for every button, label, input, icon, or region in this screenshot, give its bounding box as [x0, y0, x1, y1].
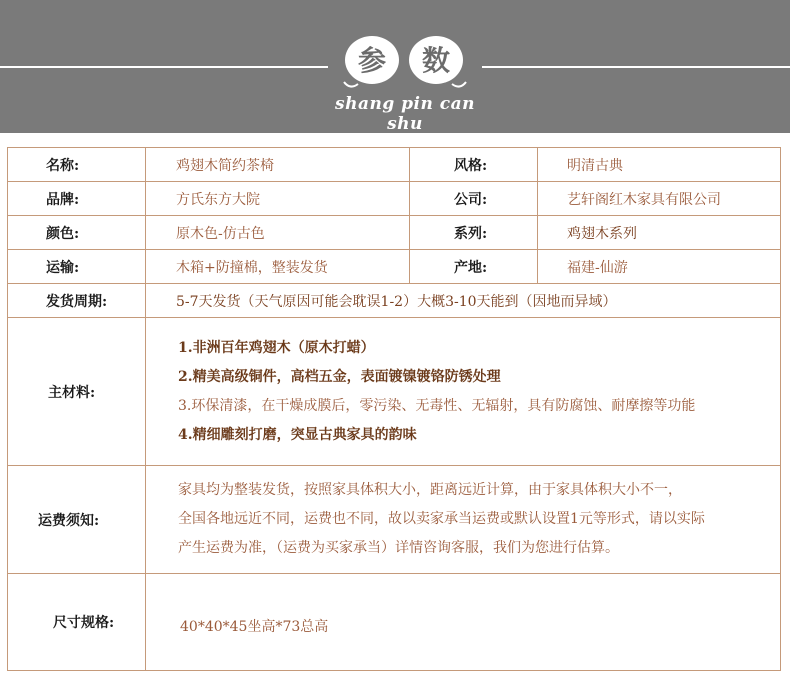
spec-table [7, 147, 781, 671]
material-list [178, 318, 695, 465]
company-label: 公司: [454, 191, 488, 208]
name-label: 名称: [46, 157, 80, 174]
logo-char-1: 参 [357, 44, 387, 77]
shipping-label: 运输: [46, 259, 80, 276]
list-item: 4.精细雕刻打磨，突显古典家具的韵味 [178, 426, 417, 443]
table-row [8, 466, 780, 574]
logo-emblem [330, 22, 480, 102]
cycle-value: 5-7天发货（天气原因可能会耽误1-2）大概3-10天能到（因地而异域） [176, 293, 617, 310]
size-label: 尺寸规格: [53, 615, 115, 631]
table-row [8, 574, 780, 670]
origin-label: 产地: [454, 259, 488, 276]
freight-notice [178, 466, 705, 573]
freight-label: 运费须知: [38, 512, 100, 529]
company-value: 艺轩阁红木家具有限公司 [567, 191, 721, 208]
table-row [8, 318, 780, 466]
table-row [8, 216, 780, 250]
banner-divider-left [0, 66, 328, 68]
list-item: 1.非洲百年鸡翅木（原木打蜡） [178, 339, 375, 356]
table-row [8, 182, 780, 216]
banner-divider-right [482, 66, 790, 68]
brand-label: 品牌: [46, 191, 80, 208]
shipping-value: 木箱+防撞棉，整装发货 [176, 259, 328, 276]
table-row [8, 250, 780, 284]
origin-value: 福建-仙游 [567, 259, 628, 276]
series-label: 系列: [454, 225, 488, 242]
color-value: 原木色-仿古色 [176, 225, 265, 242]
logo-text: shang pin can shu [335, 94, 475, 134]
style-value: 明清古典 [567, 157, 623, 174]
color-label: 颜色: [46, 225, 80, 242]
size-value: 40*40*45坐高*73总高 [180, 619, 329, 635]
freight-line: 产生运费为准，（运费为买家承当）详情咨询客服，我们为您进行估算。 [178, 540, 619, 556]
style-label: 风格: [454, 157, 488, 174]
material-label: 主材料: [48, 384, 96, 401]
freight-line: 家具均为整装发货，按照家具体积大小，距离远近计算，由于家具体积大小不一， [178, 482, 682, 498]
cycle-label: 发货周期: [46, 293, 108, 310]
name-value: 鸡翅木简约茶椅 [176, 157, 274, 174]
header-banner [0, 0, 790, 133]
table-row [8, 284, 780, 318]
logo-char-2: 数 [421, 44, 451, 77]
list-item: 2.精美高级铜件，高档五金，表面镀镍镀铬防锈处理 [178, 368, 501, 385]
logo [330, 22, 480, 134]
freight-line: 全国各地远近不同，运费也不同，故以卖家承当运费或默认设置1元等形式，请以实际 [178, 511, 705, 527]
brand-value: 方氏东方大院 [176, 191, 260, 208]
list-item: 3.环保清漆，在干燥成膜后，零污染、无毒性、无辐射，具有防腐蚀、耐摩擦等功能 [178, 397, 696, 414]
table-row [8, 148, 780, 182]
series-value: 鸡翅木系列 [567, 225, 637, 242]
